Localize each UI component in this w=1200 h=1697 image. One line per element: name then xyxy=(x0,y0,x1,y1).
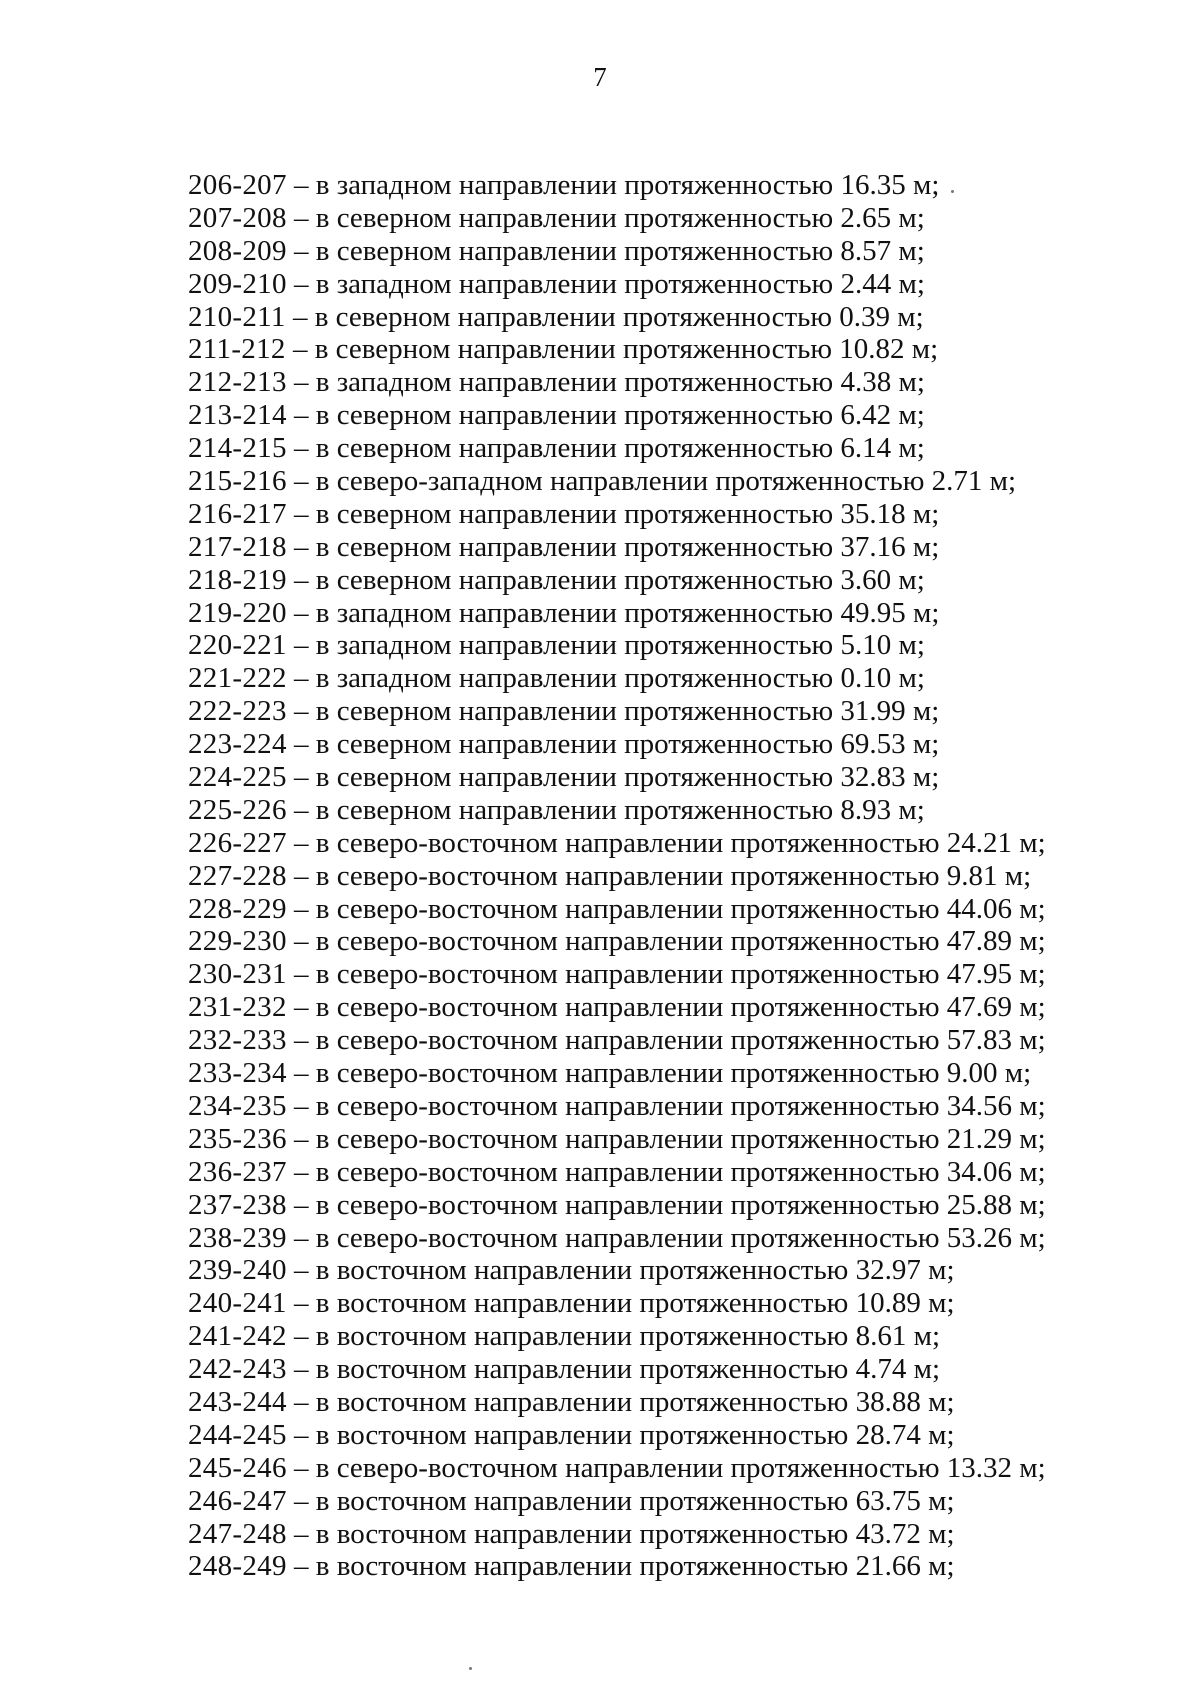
segment-line xyxy=(188,301,1148,334)
segment-line xyxy=(188,366,1148,399)
segment-description: в северном направлении протяженностью 6.42 м; xyxy=(315,399,925,432)
segment-number: 238-239 xyxy=(188,1221,287,1254)
dash: – xyxy=(294,1385,309,1418)
segment-number: 215-216 xyxy=(188,465,287,498)
segment-line xyxy=(188,432,1148,465)
segment-line xyxy=(188,695,1148,728)
segment-line xyxy=(188,399,1148,432)
segment-number: 247-248 xyxy=(188,1517,287,1550)
dash: – xyxy=(294,1221,309,1254)
dash: – xyxy=(294,761,309,794)
segment-line xyxy=(188,629,1148,662)
segment-number: 212-213 xyxy=(188,366,287,399)
dash: – xyxy=(294,1550,309,1583)
segment-description: в северном направлении протяженностью 3.60 м; xyxy=(315,563,925,596)
segment-number: 221-222 xyxy=(188,662,287,695)
dash: – xyxy=(294,1517,309,1550)
segment-number: 239-240 xyxy=(188,1254,287,1287)
segment-description: в северо-западном направлении протяженностью 2.71 м; xyxy=(315,465,1017,498)
segment-line xyxy=(188,169,1148,202)
segment-number: 241-242 xyxy=(188,1320,287,1353)
segment-number: 233-234 xyxy=(188,1057,287,1090)
segment-number: 230-231 xyxy=(188,958,287,991)
scan-speck xyxy=(951,190,954,193)
dash: – xyxy=(294,826,309,859)
dash: – xyxy=(294,925,309,958)
segment-number: 244-245 xyxy=(188,1418,287,1451)
segment-line xyxy=(188,1320,1148,1353)
segment-line xyxy=(188,728,1148,761)
dash: – xyxy=(292,300,308,333)
dash: – xyxy=(294,1122,309,1155)
segment-description: в северо-восточном направлении протяженностью 9.00 м; xyxy=(315,1057,1032,1090)
dash: – xyxy=(294,991,309,1024)
segment-description: в восточном направлении протяженностью 63.75 м; xyxy=(315,1484,955,1517)
dash: – xyxy=(294,1155,309,1188)
segment-line xyxy=(188,1123,1148,1156)
segment-line xyxy=(188,1518,1148,1551)
dash: – xyxy=(294,728,309,761)
segment-number: 243-244 xyxy=(188,1385,287,1418)
segment-line xyxy=(188,1189,1148,1222)
dash: – xyxy=(294,169,309,201)
segment-number: 207-208 xyxy=(188,201,287,234)
segment-description: в северо-восточном направлении протяженностью 9.81 м; xyxy=(315,859,1032,892)
segment-line xyxy=(188,498,1148,531)
dash: – xyxy=(294,1320,309,1353)
segment-line xyxy=(188,268,1148,301)
segment-description: в северном направлении протяженностью 31.99 м; xyxy=(315,695,940,728)
segment-number: 229-230 xyxy=(188,925,287,958)
segment-description: в северном направлении протяженностью 6.14 м; xyxy=(315,432,925,465)
segment-line xyxy=(188,1254,1148,1287)
dash: – xyxy=(294,1484,309,1517)
segment-line xyxy=(188,1419,1148,1452)
scan-speck xyxy=(469,1667,472,1670)
segment-number: 228-229 xyxy=(188,892,287,925)
segment-line xyxy=(188,531,1148,564)
segment-line xyxy=(188,925,1148,958)
segment-number: 220-221 xyxy=(188,629,287,662)
segment-description: в западном направлении протяженностью 4.38 м; xyxy=(315,366,925,399)
segment-number: 216-217 xyxy=(188,497,287,530)
dash: – xyxy=(294,497,309,530)
segment-description: в северо-восточном направлении протяженностью 24.21 м; xyxy=(315,826,1046,859)
segment-number: 219-220 xyxy=(188,596,287,629)
segment-description: в западном направлении протяженностью 5.10 м; xyxy=(315,629,925,662)
segment-line xyxy=(188,991,1148,1024)
dash: – xyxy=(294,1089,309,1122)
dash: – xyxy=(294,1287,309,1320)
segment-line xyxy=(188,860,1148,893)
segment-description: в северном направлении протяженностью 35.18 м; xyxy=(315,497,940,530)
segment-number: 206-207 xyxy=(188,169,287,201)
segment-description: в северном направлении протяженностью 8.57 м; xyxy=(315,234,925,267)
segment-line xyxy=(188,1057,1148,1090)
dash: – xyxy=(294,201,309,234)
dash: – xyxy=(294,662,309,695)
boundary-segment-list xyxy=(188,169,1148,1583)
segment-line xyxy=(188,1452,1148,1485)
segment-description: в северном направлении протяженностью 32.83 м; xyxy=(315,761,940,794)
segment-description: в восточном направлении протяженностью 10.89 м; xyxy=(315,1287,955,1320)
segment-line xyxy=(188,662,1148,695)
segment-description: в западном направлении протяженностью 16.35 м; xyxy=(315,169,940,201)
segment-line xyxy=(188,597,1148,630)
segment-description: в северо-восточном направлении протяженностью 25.88 м; xyxy=(315,1188,1046,1221)
segment-line xyxy=(188,564,1148,597)
segment-line xyxy=(188,235,1148,268)
segment-line xyxy=(188,1090,1148,1123)
segment-description: в северо-восточном направлении протяженностью 47.69 м; xyxy=(315,991,1046,1024)
segment-description: в восточном направлении протяженностью 21.66 м; xyxy=(315,1550,955,1583)
segment-number: 213-214 xyxy=(188,399,287,432)
segment-line xyxy=(188,1485,1148,1518)
dash: – xyxy=(294,793,309,826)
segment-description: в северо-восточном направлении протяженностью 34.56 м; xyxy=(315,1089,1046,1122)
segment-description: в северном направлении протяженностью 10.82 м; xyxy=(314,333,939,366)
segment-description: в восточном направлении протяженностью 32.97 м; xyxy=(315,1254,955,1287)
dash: – xyxy=(294,366,309,399)
dash: – xyxy=(294,267,309,300)
segment-description: в восточном направлении протяженностью 4.74 м; xyxy=(315,1353,941,1386)
segment-description: в северо-восточном направлении протяженностью 47.89 м; xyxy=(315,925,1046,958)
segment-description: в северном направлении протяженностью 0.39 м; xyxy=(314,300,924,333)
segment-description: в северном направлении протяженностью 37.16 м; xyxy=(315,530,940,563)
segment-line xyxy=(188,1287,1148,1320)
segment-number: 214-215 xyxy=(188,432,287,465)
segment-description: в восточном направлении протяженностью 8.61 м; xyxy=(315,1320,941,1353)
dash: – xyxy=(294,859,309,892)
segment-description: в восточном направлении протяженностью 38.88 м; xyxy=(315,1385,955,1418)
dash: – xyxy=(294,596,309,629)
segment-number: 226-227 xyxy=(188,826,287,859)
segment-number: 217-218 xyxy=(188,530,287,563)
dash: – xyxy=(294,1188,309,1221)
segment-line xyxy=(188,761,1148,794)
segment-line xyxy=(188,827,1148,860)
dash: – xyxy=(294,958,309,991)
segment-number: 248-249 xyxy=(188,1550,287,1583)
segment-number: 218-219 xyxy=(188,563,287,596)
segment-number: 242-243 xyxy=(188,1353,287,1386)
dash: – xyxy=(294,1418,309,1451)
segment-number: 231-232 xyxy=(188,991,287,1024)
segment-number: 223-224 xyxy=(188,728,287,761)
dash: – xyxy=(294,530,309,563)
dash: – xyxy=(294,234,309,267)
dash: – xyxy=(294,1254,309,1287)
segment-description: в северном направлении протяженностью 69.53 м; xyxy=(315,728,940,761)
segment-line xyxy=(188,465,1148,498)
segment-description: в западном направлении протяженностью 0.10 м; xyxy=(315,662,925,695)
dash: – xyxy=(294,1057,309,1090)
segment-description: в северо-восточном направлении протяженностью 13.32 м; xyxy=(315,1451,1046,1484)
segment-number: 232-233 xyxy=(188,1024,287,1057)
segment-number: 227-228 xyxy=(188,859,287,892)
dash: – xyxy=(294,629,309,662)
segment-number: 208-209 xyxy=(188,234,287,267)
segment-description: в северо-восточном направлении протяженностью 34.06 м; xyxy=(315,1155,1046,1188)
dash: – xyxy=(294,563,309,596)
segment-number: 210-211 xyxy=(188,300,286,333)
segment-line xyxy=(188,893,1148,926)
segment-description: в северном направлении протяженностью 8.93 м; xyxy=(315,793,925,826)
dash: – xyxy=(294,432,309,465)
segment-description: в северо-восточном направлении протяженностью 53.26 м; xyxy=(315,1221,1046,1254)
segment-description: в северо-восточном направлении протяженностью 44.06 м; xyxy=(315,892,1046,925)
segment-number: 240-241 xyxy=(188,1287,287,1320)
segment-number: 236-237 xyxy=(188,1155,287,1188)
segment-number: 237-238 xyxy=(188,1188,287,1221)
segment-line xyxy=(188,958,1148,991)
segment-description: в северо-восточном направлении протяженностью 47.95 м; xyxy=(315,958,1046,991)
segment-line xyxy=(188,1024,1148,1057)
dash: – xyxy=(294,1024,309,1057)
dash: – xyxy=(294,695,309,728)
segment-description: в западном направлении протяженностью 2.44 м; xyxy=(315,267,925,300)
segment-number: 211-212 xyxy=(188,333,286,366)
segment-description: в восточном направлении протяженностью 28.74 м; xyxy=(315,1418,955,1451)
segment-line xyxy=(188,794,1148,827)
page-number: 7 xyxy=(593,62,607,92)
segment-line xyxy=(188,333,1148,366)
dash: – xyxy=(294,1451,309,1484)
segment-line xyxy=(188,1222,1148,1255)
segment-line xyxy=(188,1386,1148,1419)
segment-line xyxy=(188,1156,1148,1189)
dash: – xyxy=(294,1353,309,1386)
segment-number: 235-236 xyxy=(188,1122,287,1155)
segment-number: 222-223 xyxy=(188,695,287,728)
segment-number: 209-210 xyxy=(188,267,287,300)
segment-number: 225-226 xyxy=(188,793,287,826)
segment-number: 245-246 xyxy=(188,1451,287,1484)
segment-line xyxy=(188,1550,1148,1583)
segment-description: в западном направлении протяженностью 49.95 м; xyxy=(315,596,940,629)
segment-description: в восточном направлении протяженностью 43.72 м; xyxy=(315,1517,955,1550)
segment-number: 234-235 xyxy=(188,1089,287,1122)
dash: – xyxy=(294,399,309,432)
segment-line xyxy=(188,1353,1148,1386)
dash: – xyxy=(292,333,308,366)
dash: – xyxy=(294,892,309,925)
segment-line xyxy=(188,202,1148,235)
segment-number: 246-247 xyxy=(188,1484,287,1517)
segment-description: в северном направлении протяженностью 2.65 м; xyxy=(315,201,925,234)
segment-description: в северо-восточном направлении протяженностью 21.29 м; xyxy=(315,1122,1046,1155)
segment-description: в северо-восточном направлении протяженностью 57.83 м; xyxy=(315,1024,1046,1057)
dash: – xyxy=(294,465,309,498)
segment-number: 224-225 xyxy=(188,761,287,794)
